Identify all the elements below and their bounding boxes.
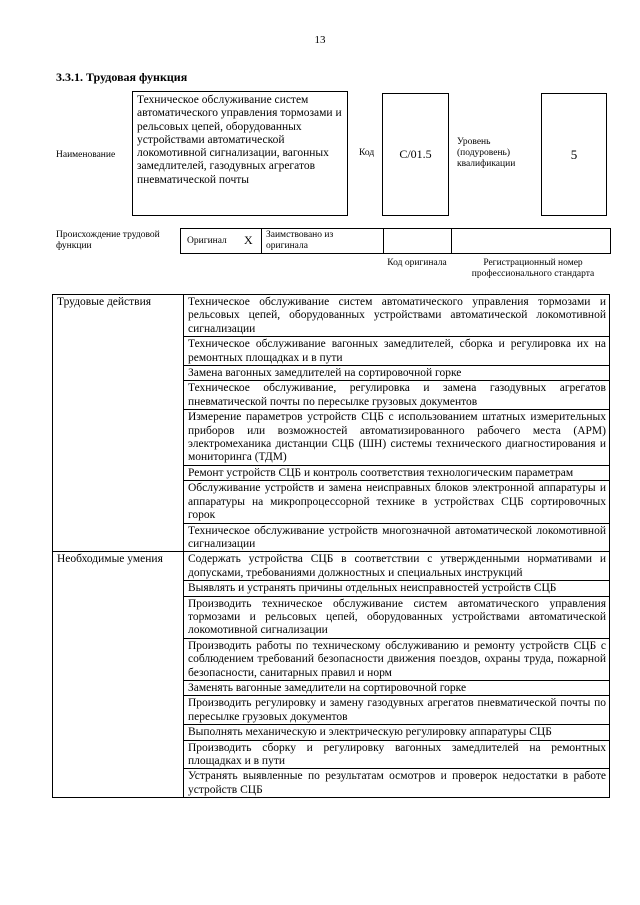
original-label: Оригинал: [187, 236, 227, 246]
code-original-caption: Код оригинала: [387, 258, 447, 268]
labor-action-item: Техническое обслуживание, регулировка и замена газодувных агрегатов пневматической почты по пересылке грузовых документов: [184, 381, 610, 410]
table-row: [53, 295, 610, 337]
labor-action-item: Техническое обслуживание устройств многозначной автоматической локомотивной сигнализации: [184, 523, 610, 552]
table-row: [53, 552, 610, 581]
skill-item: Производить техническое обслуживание систем автоматического управления тормозами и рельсовых цепей, оборудованных устройствами автоматической локомотивной сигнализации: [184, 596, 610, 638]
page-number: 13: [314, 34, 326, 46]
labor-action-item: Измерение параметров устройств СЦБ с использованием штатных измерительных приборов или возможностей автоматизированного рабочего места (АРМ) электромеханика дистанции СЦБ (ШН) системы технического диагностирования и мониторинга (ТДМ): [184, 410, 610, 466]
code-value: С/01.5: [399, 147, 432, 161]
level-value-box: [541, 93, 607, 216]
skill-item: Устранять выявленные по результатам осмотров и проверок недостатки в работе устройств СЦБ: [184, 769, 610, 798]
labor-action-item: Техническое обслуживание вагонных замедлителей, сборка и регулировка их на ремонтных площадках и в пути: [184, 337, 610, 366]
function-name-box: Техническое обслуживание систем автоматического управления тормозами и рельсовых цепей, оборудованных устройствами автоматической локомотивной сигнализации, вагонных замедлителей, газодувных агрегатов пневматической почты: [132, 91, 348, 216]
divider: [383, 229, 384, 253]
level-label: Уровень (подуровень) квалификации: [457, 137, 516, 169]
labor-action-item: Техническое обслуживание систем автоматического управления тормозами и рельсовых цепей, оборудованных устройствами автоматической локомотивной сигнализации: [184, 295, 610, 337]
skill-item: Производить сборку и регулировку вагонных замедлителей на ремонтных площадках и в пути: [184, 740, 610, 769]
labor-actions-label: Трудовые действия: [53, 295, 184, 552]
origin-label: Происхождение трудовой функции: [56, 230, 160, 251]
original-mark: Х: [244, 233, 253, 247]
required-skills-label: Необходимые умения: [53, 552, 184, 798]
skill-item: Производить работы по техническому обслуживанию и ремонту устройств СЦБ с соблюдением требований безопасности движения поездов, охраны труда, пожарной безопасности, санитарных правил и норм: [184, 638, 610, 680]
code-value-box: [382, 93, 449, 216]
skill-item: Выполнять механическую и электрическую регулировку аппаратуры СЦБ: [184, 725, 610, 740]
divider: [451, 229, 452, 253]
function-details-table: [52, 294, 610, 798]
skill-item: Заменять вагонные замедлители на сортировочной горке: [184, 680, 610, 695]
labor-action-item: Замена вагонных замедлителей на сортировочной горке: [184, 366, 610, 381]
labor-action-item: Ремонт устройств СЦБ и контроль соответствия технологическим параметрам: [184, 465, 610, 480]
reg-number-caption: Регистрационный номер профессионального стандарта: [471, 258, 595, 279]
skill-item: Выявлять и устранять причины отдельных неисправностей устройств СЦБ: [184, 581, 610, 596]
section-title: 3.3.1. Трудовая функция: [56, 70, 188, 84]
origin-row: [180, 228, 611, 254]
level-value: 5: [570, 146, 578, 162]
name-label: Наименование: [56, 150, 116, 160]
divider: [261, 229, 262, 253]
code-label: Код: [359, 148, 375, 158]
skill-item: Содержать устройства СЦБ в соответствии с утвержденными нормативами и допусками, требованиями должностных и специальных инструкций: [184, 552, 610, 581]
labor-action-item: Обслуживание устройств и замена неисправных блоков электронной аппаратуры и аппаратуры на микропроцессорной технике в устройствах СЦБ сортировочных горок: [184, 481, 610, 523]
borrowed-label: Заимствовано из оригинала: [266, 230, 334, 251]
skill-item: Производить регулировку и замену газодувных агрегатов пневматической почты по пересылке грузовых документов: [184, 696, 610, 725]
